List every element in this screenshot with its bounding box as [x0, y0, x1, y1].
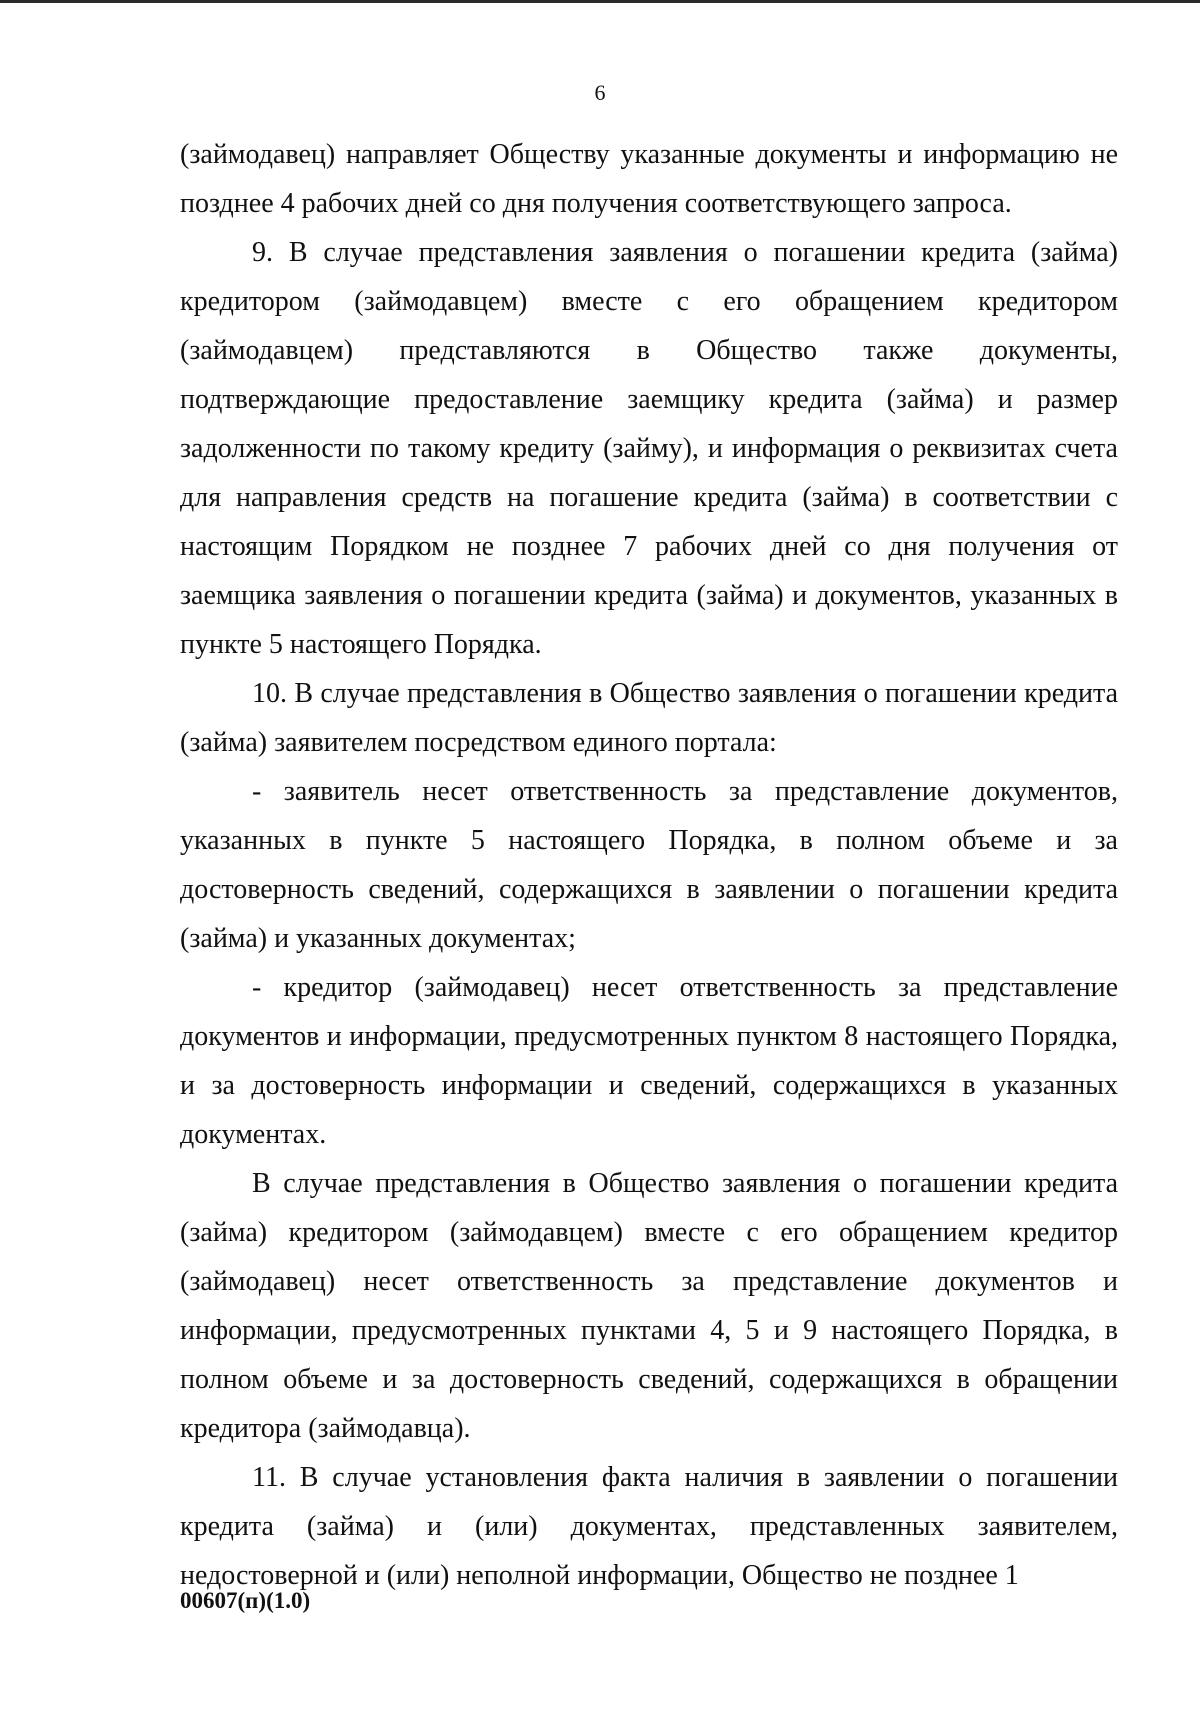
paragraph-item-9: 9. В случае представления заявления о погашении кредита (займа) кредитором (займодавцем) вместе с его обращением кредитором (займодавцем) представляются в Общество также документы, подтверждающие предоставление заемщику кредита (займа) и размер задолженности по такому кредиту (займу), и информация о реквизитах счета для направления средств на погашение кредита (займа) в соответствии с настоящим Порядком не позднее 7 рабочих дней со дня получения от заемщика заявления о погашении кредита (займа) и документов, указанных в пункте 5 настоящего Порядка. [180, 237, 1118, 660]
paragraph-creditor-responsibility: - кредитор (займодавец) несет ответственность за представление документов и информации, предусмотренных пунктом 8 настоящего Порядка, и за достоверность информации и сведений, содержащихся в указанных документах. [180, 972, 1118, 1150]
paragraph-item-10: 10. В случае представления в Общество заявления о погашении кредита (займа) заявителем посредством единого портала: [180, 678, 1118, 758]
document-body [180, 130, 1118, 1600]
page-number: 6 [594, 80, 606, 105]
page-top-edge [0, 0, 1200, 3]
paragraph-item-11: 11. В случае установления факта наличия в заявлении о погашении кредита (займа) и (или) документах, представленных заявителем, недостоверной и (или) неполной информации, Общество не позднее 1 [180, 1462, 1118, 1591]
document-code: 00607(п)(1.0) [180, 1588, 311, 1613]
paragraph-applicant-responsibility: - заявитель несет ответственность за представление документов, указанных в пункте 5 настоящего Порядка, в полном объеме и за достоверность сведений, содержащихся в заявлении о погашении кредита (займа) и указанных документах; [180, 776, 1118, 954]
paragraph-creditor-submission: В случае представления в Общество заявления о погашении кредита (займа) кредитором (займодавцем) вместе с его обращением кредитор (займодавец) несет ответственность за представление документов и информации, предусмотренных пунктами 4, 5 и 9 настоящего Порядка, в полном объеме и за достоверность сведений, содержащихся в обращении кредитора (займодавца). [180, 1168, 1118, 1444]
paragraph-continuation: (займодавец) направляет Обществу указанные документы и информацию не позднее 4 рабочих дней со дня получения соответствующего запроса. [180, 139, 1118, 219]
